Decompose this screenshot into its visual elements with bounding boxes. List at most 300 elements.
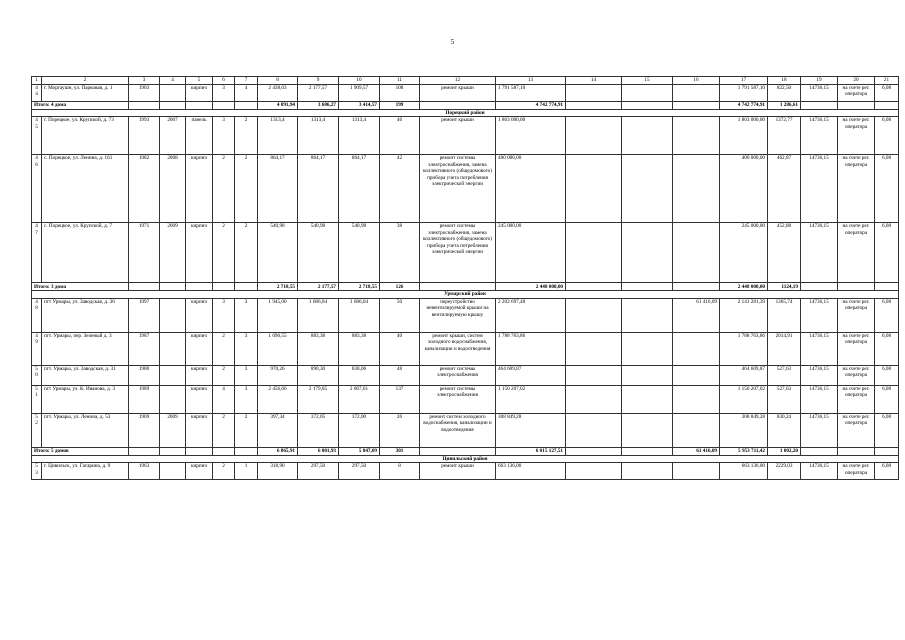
cost-per-m2: 1372,77 xyxy=(768,117,801,155)
empty-cell xyxy=(213,102,235,110)
floors-count: 3 xyxy=(213,117,235,155)
subtotal-owners-funds: 5 953 711,42 xyxy=(720,447,768,455)
subtotal-cost-total: 6 015 127,51 xyxy=(496,447,566,455)
area-residential: 540,98 xyxy=(339,223,380,283)
wall-material: кирпич xyxy=(186,365,213,385)
entrances-count: 3 xyxy=(235,298,258,332)
area-premises: 883,38 xyxy=(298,332,339,365)
district-name: Урмарский район xyxy=(32,291,899,298)
cost-per-m2: 2229,03 xyxy=(768,463,801,480)
entrances-count: 3 xyxy=(235,332,258,365)
area-total: 1 945,00 xyxy=(258,298,298,332)
subtotal-residents: 199 xyxy=(380,102,420,110)
cost-per-m2: 527,63 xyxy=(768,385,801,413)
empty-cell xyxy=(622,102,673,110)
cost-total: 464 609,87 xyxy=(496,365,566,385)
contribution-rate: 6,08 xyxy=(875,332,899,365)
empty-cell xyxy=(213,447,235,455)
funds-col-16 xyxy=(673,413,720,447)
area-premises: 540,98 xyxy=(298,223,339,283)
empty-cell xyxy=(420,283,496,291)
row-number: 52 xyxy=(32,413,42,447)
residents-count: 42 xyxy=(380,155,420,223)
row-number: 47 xyxy=(32,223,42,283)
subtotal-cost-total: 2 448 000,00 xyxy=(496,283,566,291)
year-built: 1903 xyxy=(129,85,160,102)
fund-formation-method: на счете рег. оператора xyxy=(838,332,875,365)
year-built: 1987 xyxy=(129,332,160,365)
floors-count: 2 xyxy=(213,332,235,365)
area-premises: 297,50 xyxy=(298,463,339,480)
empty-cell xyxy=(566,102,622,110)
area-total: 864,17 xyxy=(258,155,298,223)
owners-funds: 400 000,00 xyxy=(720,155,768,223)
house-address: пгт. Урмары, пер. Зеленый д. 3 xyxy=(42,332,129,365)
entrances-count: 1 xyxy=(235,463,258,480)
column-number: 20 xyxy=(838,77,875,85)
subtotal-area-total: 2 718,55 xyxy=(258,283,298,291)
cost-total: 1 788 763,86 xyxy=(496,332,566,365)
subtotal-row xyxy=(32,283,899,291)
floors-count: 2 xyxy=(213,223,235,283)
house-address: г. Цивильск, ул. Гагарина, д. 9 xyxy=(42,463,129,480)
row-number: 53 xyxy=(32,463,42,480)
floors-count: 3 xyxy=(213,85,235,102)
column-number: 18 xyxy=(768,77,801,85)
limit-cost: 14736,15 xyxy=(801,298,838,332)
funds-col-16 xyxy=(673,332,720,365)
row-number: 45 xyxy=(32,117,42,155)
funds-col-15 xyxy=(622,365,673,385)
cost-total: 245 000,00 xyxy=(496,223,566,283)
area-residential: 1 909,57 xyxy=(339,85,380,102)
area-premises: 1 686,04 xyxy=(298,298,339,332)
area-total: 1 096,55 xyxy=(258,332,298,365)
column-number: 21 xyxy=(875,77,899,85)
row-number: 46 xyxy=(32,155,42,223)
funds-col-14 xyxy=(566,117,622,155)
district-name: Цивильский район xyxy=(32,455,899,462)
area-residential: 1 686,04 xyxy=(339,298,380,332)
subtotal-cost-per-m2: 1 002,20 xyxy=(768,447,801,455)
area-total: 970,26 xyxy=(258,365,298,385)
limit-cost: 14736,15 xyxy=(801,385,838,413)
year-renovated xyxy=(160,332,186,365)
funds-col-14 xyxy=(566,332,622,365)
limit-cost: 14736,15 xyxy=(801,332,838,365)
subtotal-area-b: 5 847,09 xyxy=(339,447,380,455)
area-residential: 883,38 xyxy=(339,332,380,365)
area-residential: 2 067,61 xyxy=(339,385,380,413)
subtotal-area-a: 2 177,57 xyxy=(298,283,339,291)
wall-material: кирпич xyxy=(186,385,213,413)
funds-col-14 xyxy=(566,463,622,480)
column-number-row xyxy=(32,77,899,85)
empty-cell xyxy=(160,102,186,110)
district-header-row xyxy=(32,110,899,117)
cost-per-m2: 1365,74 xyxy=(768,298,801,332)
subtotal-owners-funds: 2 448 000,00 xyxy=(720,283,768,291)
contribution-rate: 6,08 xyxy=(875,413,899,447)
entrances-count: 2 xyxy=(235,413,258,447)
cost-total: 1 803 000,00 xyxy=(496,117,566,155)
limit-cost: 14736,15 xyxy=(801,85,838,102)
row-number: 50 xyxy=(32,365,42,385)
limit-cost: 14736,15 xyxy=(801,365,838,385)
residents-count: 40 xyxy=(380,332,420,365)
empty-cell xyxy=(420,447,496,455)
cost-per-m2: 2014,91 xyxy=(768,332,801,365)
subtotal-area-total: 4 091,94 xyxy=(258,102,298,110)
column-number: 1 xyxy=(32,77,42,85)
funds-col-16 xyxy=(673,85,720,102)
year-renovated xyxy=(160,463,186,480)
limit-cost: 14736,15 xyxy=(801,463,838,480)
empty-cell xyxy=(838,283,875,291)
contribution-rate: 6,08 xyxy=(875,298,899,332)
area-residential: 864,17 xyxy=(339,155,380,223)
empty-cell xyxy=(801,283,838,291)
cost-per-m2: 527,63 xyxy=(768,365,801,385)
owners-funds: 2 141 281,39 xyxy=(720,298,768,332)
fund-formation-method: на счете рег. оператора xyxy=(838,365,875,385)
cost-per-m2: 462,87 xyxy=(768,155,801,223)
wall-material: кирпич xyxy=(186,223,213,283)
house-row xyxy=(32,332,899,365)
residents-count: 26 xyxy=(380,413,420,447)
empty-cell xyxy=(160,283,186,291)
funds-col-15 xyxy=(622,463,673,480)
empty-cell xyxy=(213,283,235,291)
area-residential: 1313,4 xyxy=(339,117,380,155)
owners-funds: 308 849,28 xyxy=(720,413,768,447)
area-total: 2 456,66 xyxy=(258,385,298,413)
entrances-count: 4 xyxy=(235,85,258,102)
empty-cell xyxy=(622,447,673,455)
entrances-count: 2 xyxy=(235,223,258,283)
house-address: с. Порецкое, ул. Крупской, д. 7 xyxy=(42,223,129,283)
funds-col-16 xyxy=(673,155,720,223)
fund-formation-method: на счете рег. оператора xyxy=(838,463,875,480)
subtotal-label: Итого: 5 домов xyxy=(32,447,129,455)
subtotal-cost-total: 4 742 774,91 xyxy=(496,102,566,110)
column-number: 2 xyxy=(42,77,129,85)
empty-cell xyxy=(875,447,899,455)
work-type: ремонт крыши xyxy=(420,117,496,155)
limit-cost: 14736,15 xyxy=(801,117,838,155)
house-address: пгт. Урмары, ул. Ленина, д. 53 xyxy=(42,413,129,447)
cost-per-m2: 452,88 xyxy=(768,223,801,283)
funds-col-15 xyxy=(622,332,673,365)
contribution-rate: 6,08 xyxy=(875,385,899,413)
empty-cell xyxy=(129,447,160,455)
column-number: 14 xyxy=(566,77,622,85)
cost-total: 663 136,00 xyxy=(496,463,566,480)
house-address: пгт. Урмары, ул. Заводская, д. 31 xyxy=(42,365,129,385)
entrances-count: 3 xyxy=(235,385,258,413)
empty-cell xyxy=(235,283,258,291)
column-number: 19 xyxy=(801,77,838,85)
subtotal-cost-per-m2: 1 286,61 xyxy=(768,102,801,110)
floors-count: 4 xyxy=(213,385,235,413)
work-type: ремонт систем холодного водоснабжения, канализации и водоотведения xyxy=(420,413,496,447)
subtotal-other-funds xyxy=(673,102,720,110)
entrances-count: 2 xyxy=(235,155,258,223)
empty-cell xyxy=(186,283,213,291)
house-row xyxy=(32,365,899,385)
house-row xyxy=(32,85,899,102)
floors-count: 2 xyxy=(213,413,235,447)
funds-col-16 xyxy=(673,463,720,480)
repair-register-table xyxy=(31,76,899,480)
cost-total: 400 000,00 xyxy=(496,155,566,223)
empty-cell xyxy=(622,283,673,291)
subtotal-area-a: 3 686,27 xyxy=(298,102,339,110)
residents-count: 46 xyxy=(380,117,420,155)
owners-funds: 1 788 763,86 xyxy=(720,332,768,365)
empty-cell xyxy=(838,447,875,455)
work-type: ремонт крыши xyxy=(420,85,496,102)
fund-formation-method: на счете рег. оператора xyxy=(838,85,875,102)
wall-material: кирпич xyxy=(186,155,213,223)
district-header-row xyxy=(32,455,899,462)
page-number: 5 xyxy=(450,38,455,46)
year-built: 1982 xyxy=(129,155,160,223)
residents-count: 108 xyxy=(380,85,420,102)
cost-total: 308 849,28 xyxy=(496,413,566,447)
limit-cost: 14736,15 xyxy=(801,155,838,223)
house-address: пгт Урмары, ул. К. Иванова, д. 3 xyxy=(42,385,129,413)
funds-col-16 xyxy=(673,117,720,155)
work-type: ремонт системы электроснабжения, замена коллективного (общедомового) прибора учета потребления электрической энергии xyxy=(420,223,496,283)
house-address: пгт Урмары, ул. Заводская, д. 36 xyxy=(42,298,129,332)
subtotal-row xyxy=(32,102,899,110)
empty-cell xyxy=(129,283,160,291)
empty-cell xyxy=(186,102,213,110)
house-address: г. Моргаушн, ул. Парковая, д. 1 xyxy=(42,85,129,102)
column-number: 10 xyxy=(339,77,380,85)
work-type: ремонт системы электроснабжения, замена коллективного (общедомового) прибора учета потребления электрической энергии xyxy=(420,155,496,223)
funds-col-14 xyxy=(566,385,622,413)
residents-count: 48 xyxy=(380,365,420,385)
area-premises: 890,30 xyxy=(298,365,339,385)
subtotal-label: Итого: 4 дома xyxy=(32,102,129,110)
funds-col-15 xyxy=(622,298,673,332)
subtotal-other-funds xyxy=(673,283,720,291)
owners-funds: 663 136,00 xyxy=(720,463,768,480)
area-residential: 372,00 xyxy=(339,413,380,447)
owners-funds: 464 609,87 xyxy=(720,365,768,385)
residents-count: 38 xyxy=(380,223,420,283)
column-number: 7 xyxy=(235,77,258,85)
year-renovated: 2009 xyxy=(160,413,186,447)
year-renovated xyxy=(160,385,186,413)
work-type: ремонт системы электроснабжения xyxy=(420,385,496,413)
contribution-rate: 6,08 xyxy=(875,223,899,283)
area-residential: 297,50 xyxy=(339,463,380,480)
floors-count: 2 xyxy=(213,463,235,480)
year-renovated: 2008 xyxy=(160,155,186,223)
house-row xyxy=(32,385,899,413)
floors-count: 3 xyxy=(213,298,235,332)
floors-count: 2 xyxy=(213,365,235,385)
column-number: 17 xyxy=(720,77,768,85)
fund-formation-method: на счете рег. оператора xyxy=(838,155,875,223)
district-header-row xyxy=(32,291,899,298)
column-number: 11 xyxy=(380,77,420,85)
fund-formation-method: на счете рег. оператора xyxy=(838,385,875,413)
house-row xyxy=(32,223,899,283)
wall-material: кирпич xyxy=(186,332,213,365)
empty-cell xyxy=(801,102,838,110)
empty-cell xyxy=(875,283,899,291)
limit-cost: 14736,15 xyxy=(801,223,838,283)
year-renovated xyxy=(160,298,186,332)
year-renovated xyxy=(160,85,186,102)
area-total: 1313,4 xyxy=(258,117,298,155)
column-number: 15 xyxy=(622,77,673,85)
wall-material: кирпич xyxy=(186,413,213,447)
house-address: г. Порецкое, ул. Крупской, д. 73 xyxy=(42,117,129,155)
subtotal-other-funds: 61 416,09 xyxy=(673,447,720,455)
empty-cell xyxy=(566,447,622,455)
owners-funds: 1 150 207,02 xyxy=(720,385,768,413)
subtotal-residents: 301 xyxy=(380,447,420,455)
limit-cost: 14736,15 xyxy=(801,413,838,447)
entrances-count: 2 xyxy=(235,117,258,155)
subtotal-area-total: 6 865,91 xyxy=(258,447,298,455)
empty-cell xyxy=(875,102,899,110)
empty-cell xyxy=(235,447,258,455)
work-type: ремонт крыши, систем холодного водоснабжения, канализации и водоотведения xyxy=(420,332,496,365)
subtotal-cost-per-m2: 1124,19 xyxy=(768,283,801,291)
contribution-rate: 6,08 xyxy=(875,117,899,155)
contribution-rate: 6,08 xyxy=(875,463,899,480)
year-built: 1997 xyxy=(129,298,160,332)
entrances-count: 3 xyxy=(235,365,258,385)
year-built: 1971 xyxy=(129,223,160,283)
funds-col-16 xyxy=(673,385,720,413)
cost-total: 2 202 697,48 xyxy=(496,298,566,332)
funds-col-15 xyxy=(622,385,673,413)
funds-col-14 xyxy=(566,365,622,385)
wall-material: кирпич xyxy=(186,85,213,102)
subtotal-area-b: 3 414,57 xyxy=(339,102,380,110)
empty-cell xyxy=(420,102,496,110)
area-premises: 1313,4 xyxy=(298,117,339,155)
empty-cell xyxy=(129,102,160,110)
wall-material: кирпич xyxy=(186,298,213,332)
fund-formation-method: на счете рег. оператора xyxy=(838,298,875,332)
area-total: 2 438,03 xyxy=(258,85,298,102)
funds-col-15 xyxy=(622,413,673,447)
funds-col-14 xyxy=(566,298,622,332)
area-premises: 2 179,05 xyxy=(298,385,339,413)
cost-per-m2: 822,50 xyxy=(768,85,801,102)
residents-count: 137 xyxy=(380,385,420,413)
area-residential: 838,06 xyxy=(339,365,380,385)
funds-col-15 xyxy=(622,85,673,102)
wall-material: панель xyxy=(186,117,213,155)
empty-cell xyxy=(160,447,186,455)
fund-formation-method: на счете рег. оператора xyxy=(838,223,875,283)
year-built: 1980 xyxy=(129,365,160,385)
house-row xyxy=(32,155,899,223)
column-number: 4 xyxy=(160,77,186,85)
row-number: 49 xyxy=(32,332,42,365)
cost-total: 1 791 587,10 xyxy=(496,85,566,102)
area-premises: 864,17 xyxy=(298,155,339,223)
work-type: переустройство невентилируемой крыши на вентилируемую крышу xyxy=(420,298,496,332)
subtotal-residents: 126 xyxy=(380,283,420,291)
empty-cell xyxy=(235,102,258,110)
year-built: 1969 xyxy=(129,413,160,447)
area-premises: 372,05 xyxy=(298,413,339,447)
residents-count: 8 xyxy=(380,463,420,480)
subtotal-area-b: 2 718,55 xyxy=(339,283,380,291)
row-number: 44 xyxy=(32,85,42,102)
owners-funds: 1 791 587,10 xyxy=(720,85,768,102)
empty-cell xyxy=(566,283,622,291)
row-number: 51 xyxy=(32,385,42,413)
funds-col-16 xyxy=(673,365,720,385)
column-number: 8 xyxy=(258,77,298,85)
empty-cell xyxy=(186,447,213,455)
column-number: 13 xyxy=(496,77,566,85)
column-number: 5 xyxy=(186,77,213,85)
house-address: с. Порецкое, ул. Ленина, д. 161 xyxy=(42,155,129,223)
funds-col-15 xyxy=(622,223,673,283)
year-renovated: 2009 xyxy=(160,223,186,283)
subtotal-label: Итого: 3 дома xyxy=(32,283,129,291)
contribution-rate: 6,08 xyxy=(875,155,899,223)
cost-total: 1 150 207,02 xyxy=(496,385,566,413)
funds-col-14 xyxy=(566,223,622,283)
column-number: 3 xyxy=(129,77,160,85)
area-total: 540,98 xyxy=(258,223,298,283)
owners-funds: 245 000,00 xyxy=(720,223,768,283)
year-built: 1989 xyxy=(129,385,160,413)
house-row xyxy=(32,413,899,447)
work-type: ремонт системы электроснабжения xyxy=(420,365,496,385)
subtotal-row xyxy=(32,447,899,455)
floors-count: 2 xyxy=(213,155,235,223)
area-total: 397,34 xyxy=(258,413,298,447)
house-row xyxy=(32,298,899,332)
residents-count: 50 xyxy=(380,298,420,332)
funds-col-15 xyxy=(622,117,673,155)
row-number: 48 xyxy=(32,298,42,332)
year-built: 1993 xyxy=(129,117,160,155)
funds-col-16 xyxy=(673,223,720,283)
area-total: 318,90 xyxy=(258,463,298,480)
column-number: 16 xyxy=(673,77,720,85)
year-renovated xyxy=(160,365,186,385)
cost-per-m2: 830,24 xyxy=(768,413,801,447)
funds-col-14 xyxy=(566,413,622,447)
column-number: 12 xyxy=(420,77,496,85)
work-type: ремонт крыши xyxy=(420,463,496,480)
area-premises: 2 177,57 xyxy=(298,85,339,102)
owners-funds: 1 803 000,00 xyxy=(720,117,768,155)
year-renovated: 2007 xyxy=(160,117,186,155)
funds-col-15 xyxy=(622,155,673,223)
contribution-rate: 6,08 xyxy=(875,365,899,385)
fund-formation-method: на счете рег. оператора xyxy=(838,413,875,447)
funds-col-14 xyxy=(566,155,622,223)
house-row xyxy=(32,117,899,155)
fund-formation-method: на счете рег. оператора xyxy=(838,117,875,155)
